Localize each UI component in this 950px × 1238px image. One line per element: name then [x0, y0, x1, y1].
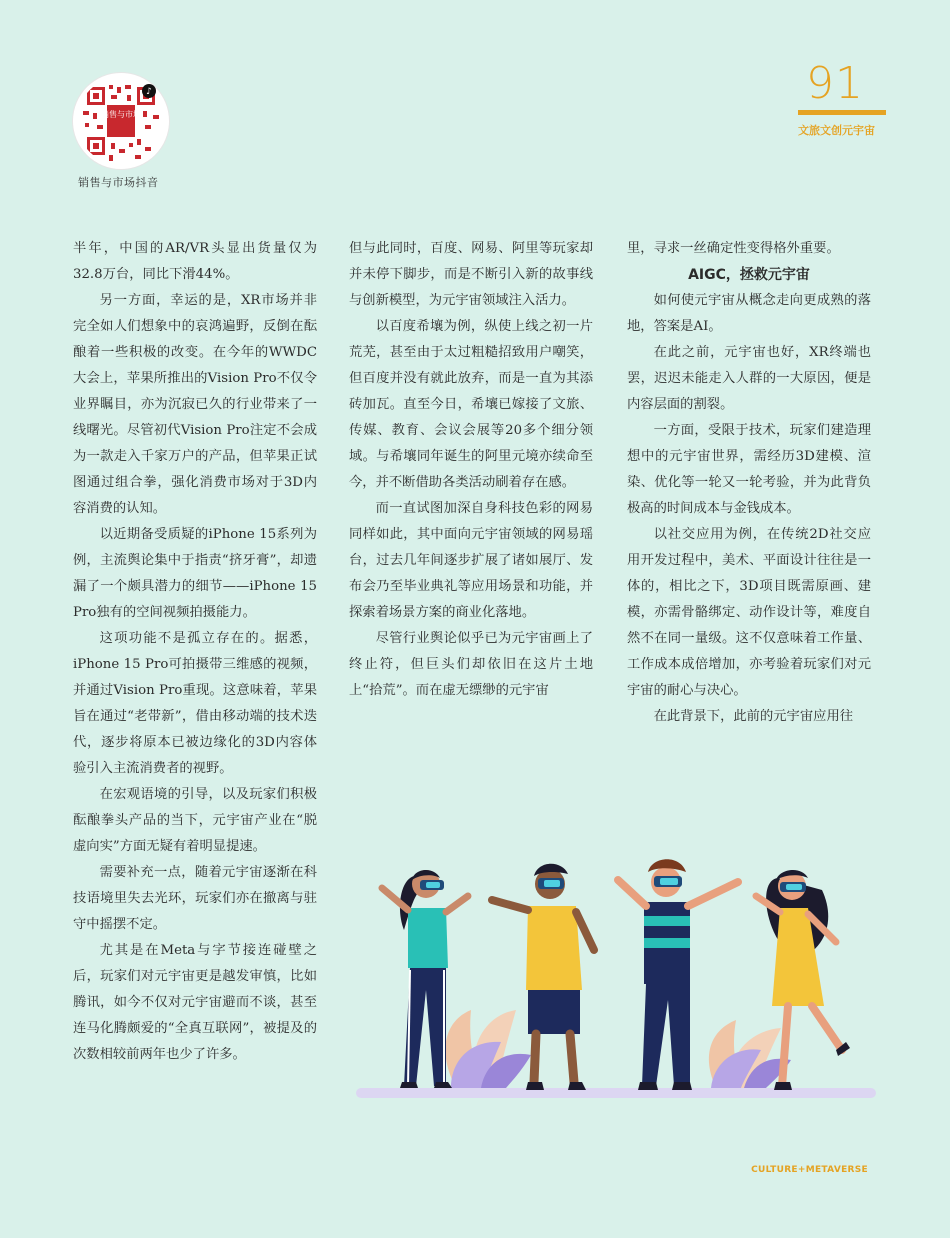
paragraph: 以社交应用为例，在传统2D社交应用开发过程中，美术、平面设计往往是一体的，相比之下，3D项目既需原画、建模，亦需骨骼绑定、动作设计等，难度自然不在同一量级。这不仅意味着工作量、工作成本成倍增加，亦考验着玩家们对元宇宙的耐心与决心。	[627, 527, 871, 698]
paragraph: 另一方面，幸运的是，XR市场并非完全如人们想象中的哀鸿遍野，反倒在酝酿着一些积极的改变。在今年的WWDC大会上，苹果所推出的Vision Pro不仅令业界瞩目，亦为沉寂已久的行业带来了一线曙光。尽管初代Vision Pro注定不会成为一款走入千家万户的产品，但苹果正试图通过组合拳，强化消费市场对于3D内容消费的认知。	[73, 293, 317, 516]
page-number-bar	[798, 110, 886, 115]
paragraph: 半年，中国的AR/VR头显出货量仅为32.8万台，同比下滑44%。	[73, 241, 317, 282]
paragraph: 尤其是在Meta与字节接连碰壁之后，玩家们对元宇宙更是越发审慎，比如腾讯，如今不仅对元宇宙避而不谈，甚至连马化腾颇爱的“全真互联网”，被提及的次数相较前两年也少了许多。	[73, 943, 317, 1062]
footer-tag: CULTURE+METAVERSE	[751, 1165, 868, 1175]
qr-caption: 销售与市场抖音	[78, 176, 159, 189]
plant-left	[445, 1010, 531, 1088]
qr-code-graphic	[73, 73, 169, 169]
paragraph: 这项功能不是孤立存在的。据悉，iPhone 15 Pro可拍摄带三维感的视频，并通过Vision Pro重现。这意味着，苹果旨在通过“老带新”，借由移动端的技术迭代，逐步将原本已被边缘化的3D内容体验引入主流消费者的视野。	[73, 631, 317, 776]
paragraph: 以百度希壤为例，纵使上线之初一片荒芜，甚至由于太过粗糙招致用户嘲笑，但百度并没有就此放弃，而是一直为其添砖加瓦。直至今日，希壤已嫁接了文旅、传媒、教育、会议会展等20多个细分领域。与希壤同年诞生的阿里元境亦续命至今，并不断借助各类活动刷着存在感。	[349, 319, 593, 490]
paragraph: 如何使元宇宙从概念走向更成熟的落地，答案是AI。	[627, 293, 871, 334]
text-column-1	[73, 236, 317, 1068]
qr-center-label: 销售与市场	[101, 110, 141, 119]
person-4	[756, 870, 850, 1090]
section-heading: AIGC，拯救元宇宙	[688, 267, 810, 283]
qr-code[interactable]	[73, 73, 169, 169]
page-number: 91	[806, 58, 864, 109]
paragraph: 以近期备受质疑的iPhone 15系列为例，主流舆论集中于指责“挤牙膏”，却遗漏了一个颇具潜力的细节——iPhone 15 Pro独有的空间视频拍摄能力。	[73, 527, 317, 620]
paragraph: 但与此同时，百度、网易、阿里等玩家却并未停下脚步，而是不断引入新的故事线与创新模型，为元宇宙领域注入活力。	[349, 241, 593, 308]
paragraph: 需要补充一点，随着元宇宙逐渐在科技语境里失去光环，玩家们亦在撤离与驻守中摇摆不定。	[73, 865, 317, 932]
paragraph: 在此之前，元宇宙也好，XR终端也罢，迟迟未能走入人群的一大原因，便是内容层面的割裂。	[627, 345, 871, 412]
text-column-2	[349, 236, 593, 704]
music-note-icon: ♪	[146, 87, 152, 97]
paragraph: 在宏观语境的引导，以及玩家们积极酝酿拳头产品的当下，元宇宙产业在“脱虚向实”方面无疑有着明显提速。	[73, 787, 317, 854]
section-tag: 文旅文创元宇宙	[798, 124, 875, 137]
paragraph: 尽管行业舆论似乎已为元宇宙画上了终止符，但巨头们却依旧在这片土地上“拾荒”。而在虚无缥缈的元宇宙	[349, 631, 593, 698]
text-column-3	[627, 236, 871, 730]
vr-people-illustration	[356, 850, 876, 1110]
paragraph: 在此背景下，此前的元宇宙应用往	[653, 709, 854, 724]
paragraph: 里，寻求一丝确定性变得格外重要。	[627, 241, 840, 256]
paragraph: 一方面，受限于技术，玩家们建造理想中的元宇宙世界，需经历3D建模、渲染、优化等一轮又一轮考验，并为此背负极高的时间成本与金钱成本。	[627, 423, 871, 516]
paragraph: 而一直试图加深自身科技色彩的网易同样如此，其中面向元宇宙领域的网易瑶台，过去几年间逐步扩展了诸如展厅、发布会乃至毕业典礼等应用场景和功能，并探索着场景方案的商业化落地。	[349, 501, 593, 620]
